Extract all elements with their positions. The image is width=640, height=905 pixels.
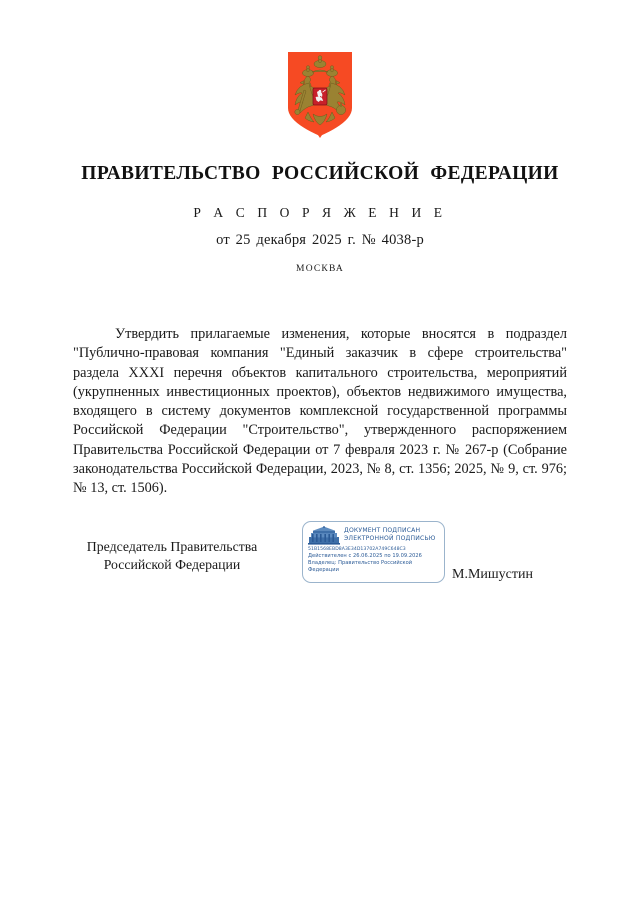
stamp-certificate-id: 51B1568EBD8A3E34D13702A749C648C3: [308, 547, 406, 552]
document-kind: Р А С П О Р Я Ж Е Н И Е: [193, 205, 447, 220]
government-title: ПРАВИТЕЛЬСТВО РОССИЙСКОЙ ФЕДЕРАЦИИ: [81, 163, 559, 184]
document-date-number: от 25 декабря 2025 г. № 4038-р: [216, 232, 424, 248]
stamp-heading: [344, 526, 439, 543]
signer-position-line-2: Российской Федерации: [103, 557, 241, 572]
document-body-paragraph: Утвердить прилагаемые изменения, которые вносятся в подраздел "Публично-правовая компания "Единый заказчик в сфере строительства" раздела XXXI перечня объектов капитального строительства, мероприятий (укрупненных инвестиционных проектов), объектов недвижимого имущества, входящего в систему документов комплексной государственной программы Российской Федерации "Строительство", утвержденного распоряжением Правительства Российской Федерации от 7 февраля 2023 г. № 267-р (Собрание законодательства Российской Федерации, 2023, № 8, ст. 1356; 2025, № 9, ст. 976; № 13, ст. 1506).: [73, 326, 567, 497]
stamp-owner-line-2: Федерации: [308, 567, 339, 574]
stamp-heading-line-2: ЭЛЕКТРОННОЙ ПОДПИСЬЮ: [344, 535, 436, 543]
emblem-container: [0, 50, 640, 138]
signer-position-line-1: Председатель Правительства: [86, 539, 258, 554]
signer-name: М.Мишустин: [452, 567, 533, 582]
electronic-signature-stamp: [302, 521, 445, 583]
stamp-heading-line-1: ДОКУМЕНТ ПОДПИСАН: [344, 527, 421, 534]
stamp-header-row: [308, 526, 439, 546]
coat-of-arms-icon: [284, 50, 356, 138]
stamp-validity-period: Действителен с 26.06.2025 по 19.09.2026: [308, 553, 422, 560]
stamp-owner-line-1: Владелец: Правительство Российской: [308, 560, 413, 567]
document-city: МОСКВА: [296, 264, 344, 274]
government-building-icon: [308, 526, 340, 545]
signer-position: [48, 538, 296, 574]
